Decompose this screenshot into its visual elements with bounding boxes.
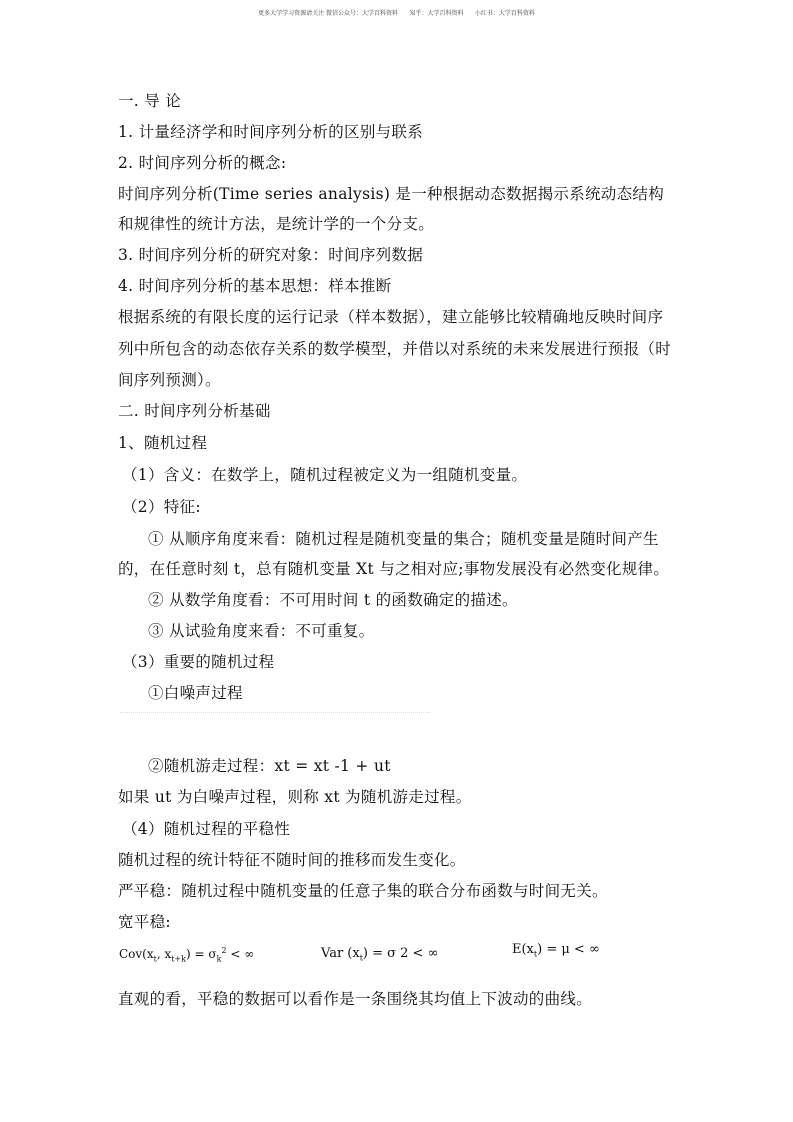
text-line: 如果 ut 为白噪声过程，则称 xt 为随机游走过程。 xyxy=(118,788,472,806)
text-line: ② 从数学角度看：不可用时间 t 的函数确定的描述。 xyxy=(148,591,518,609)
text-line: 3. 时间序列分析的研究对象：时间序列数据 xyxy=(118,246,424,264)
text-line: 和规律性的统计方法，是统计学的一个分支。 xyxy=(118,215,435,233)
text-line: （1）含义：在数学上，随机过程被定义为一组随机变量。 xyxy=(122,466,528,484)
text-line: 随机过程的统计特征不随时间的推移而发生变化。 xyxy=(118,851,466,869)
text-line: 宽平稳: xyxy=(118,913,171,931)
formula-variance: Var $(x_t) = \sigma$ 2 < ∞ xyxy=(321,946,439,963)
text-line: 根据系统的有限长度的运行记录（样本数据），建立能够比较精确地反映时间序 xyxy=(118,308,664,326)
text-line: 的，在任意时刻 t，总有随机变量 Xt 与之相对应;事物发展没有必然变化规律。 xyxy=(118,560,670,578)
formula-expectation: $E(x_t) = \mu$ < ∞ xyxy=(512,942,600,959)
text-line: 时间序列分析(Time series analysis) 是一种根据动态数据揭示系统动态结构 xyxy=(118,185,665,203)
section-heading: 一. 导 论 xyxy=(118,92,182,110)
text-line: 1、随机过程 xyxy=(118,434,208,452)
section-heading: 二. 时间序列分析基础 xyxy=(118,402,271,420)
text-line: 列中所包含的动态依存关系的数学模型，并借以对系统的未来发展进行预报（时 xyxy=(118,340,672,358)
text-line: 1. 计量经济学和时间序列分析的区别与联系 xyxy=(118,123,424,141)
text-line: 间序列预测）。 xyxy=(118,371,221,389)
text-line: ① 从顺序角度来看：随机过程是随机变量的集合；随机变量是随时间产生 xyxy=(148,530,659,548)
text-line: ②随机游走过程：xt = xt -1 + ut xyxy=(148,757,391,775)
page-header: 更多大学学习资源请关注 微信公众号：大学百科资料 知乎：大学百科资料 小红书：大学百科资料 xyxy=(258,10,535,17)
text-line: （4）随机过程的平稳性 xyxy=(122,820,291,838)
formula-covariance: $Cov(x_t$, $x_{t+k}) = \sigma_k^2$ < ∞ xyxy=(119,946,255,964)
text-line: 严平稳：随机过程中随机变量的任意子集的联合分布函数与时间无关。 xyxy=(118,882,608,900)
text-line: ①白噪声过程 xyxy=(148,684,243,702)
text-line: 4. 时间序列分析的基本思想：样本推断 xyxy=(118,277,392,295)
text-line: 2. 时间序列分析的概念: xyxy=(118,154,287,172)
text-line: ③ 从试验角度来看：不可重复。 xyxy=(148,622,375,640)
faint-formula-remnant xyxy=(120,712,430,719)
text-line: （3）重要的随机过程 xyxy=(122,653,275,671)
text-line: 直观的看，平稳的数据可以看作是一条围绕其均值上下波动的曲线。 xyxy=(118,990,593,1008)
text-line: （2）特征: xyxy=(122,498,201,516)
